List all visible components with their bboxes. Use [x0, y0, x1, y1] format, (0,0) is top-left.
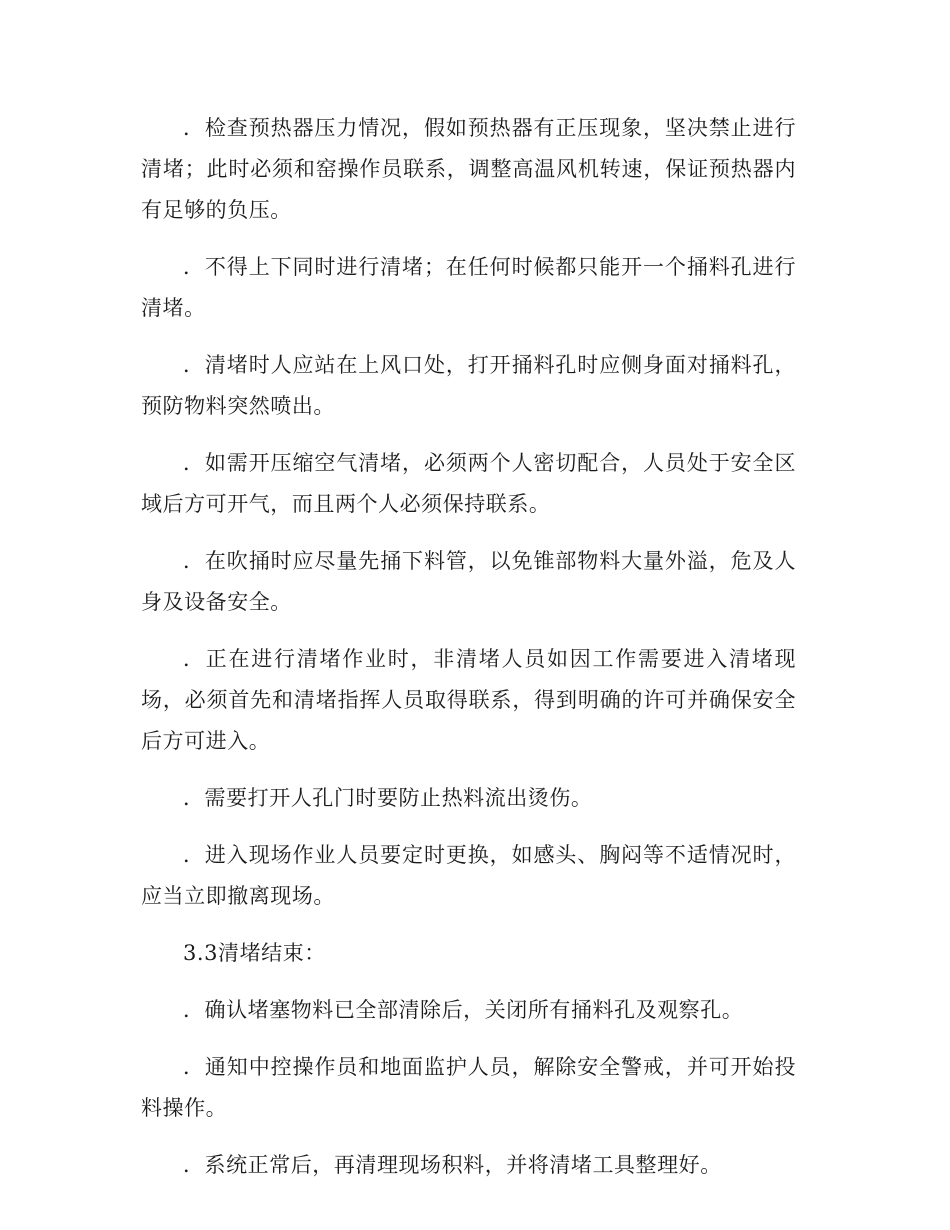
paragraph-feed-pipe [141, 541, 796, 623]
paragraph-cleanup [141, 1145, 796, 1186]
paragraph-notify-control [141, 1047, 796, 1129]
paragraph-close-holes [141, 990, 796, 1031]
document-page [141, 108, 796, 1202]
paragraph-text: ．如需开压缩空气清堵，必须两个人密切配合，人员处于安全区域后方可开气，而且两个人必须保持联系。 [141, 451, 796, 516]
paragraph-text: ．正在进行清堵作业时，非清堵人员如因工作需要进入清堵现场，必须首先和清堵指挥人员取得联系，得到明确的许可并确保安全后方可进入。 [141, 647, 796, 753]
paragraph-text: ．通知中控操作员和地面监护人员，解除安全警戒，并可开始投料操作。 [141, 1055, 796, 1120]
paragraph-upwind-position [141, 345, 796, 427]
paragraph-no-simultaneous [141, 247, 796, 329]
paragraph-compressed-air [141, 443, 796, 525]
paragraph-text: ．系统正常后，再清理现场积料，并将清堵工具整理好。 [183, 1153, 722, 1177]
paragraph-text: ．确认堵塞物料已全部清除后，关闭所有捅料孔及观察孔。 [183, 998, 744, 1022]
paragraph-text: ．在吹捅时应尽量先捅下料管，以免锥部物料大量外溢，危及人身及设备安全。 [141, 549, 796, 614]
paragraph-shift-rotation [141, 835, 796, 917]
paragraph-non-personnel [141, 639, 796, 762]
paragraph-text: ．检查预热器压力情况，假如预热器有正压现象，坚决禁止进行清堵；此时必须和窑操作员联系，调整高温风机转速，保证预热器内有足够的负压。 [141, 116, 796, 222]
paragraph-manhole [141, 778, 796, 819]
paragraph-text: ．清堵时人应站在上风口处，打开捅料孔时应侧身面对捅料孔，预防物料突然喷出。 [141, 353, 796, 418]
paragraph-text: ．进入现场作业人员要定时更换，如感头、胸闷等不适情况时，应当立即撤离现场。 [141, 843, 796, 908]
paragraph-text: ．需要打开人孔门时要防止热料流出烫伤。 [183, 786, 593, 810]
paragraph-pressure-check [141, 108, 796, 231]
section-heading-3-3 [141, 933, 796, 974]
paragraph-text: ．不得上下同时进行清堵；在任何时候都只能开一个捅料孔进行清堵。 [141, 255, 796, 320]
section-heading-text: 3.3清堵结束： [183, 941, 326, 965]
